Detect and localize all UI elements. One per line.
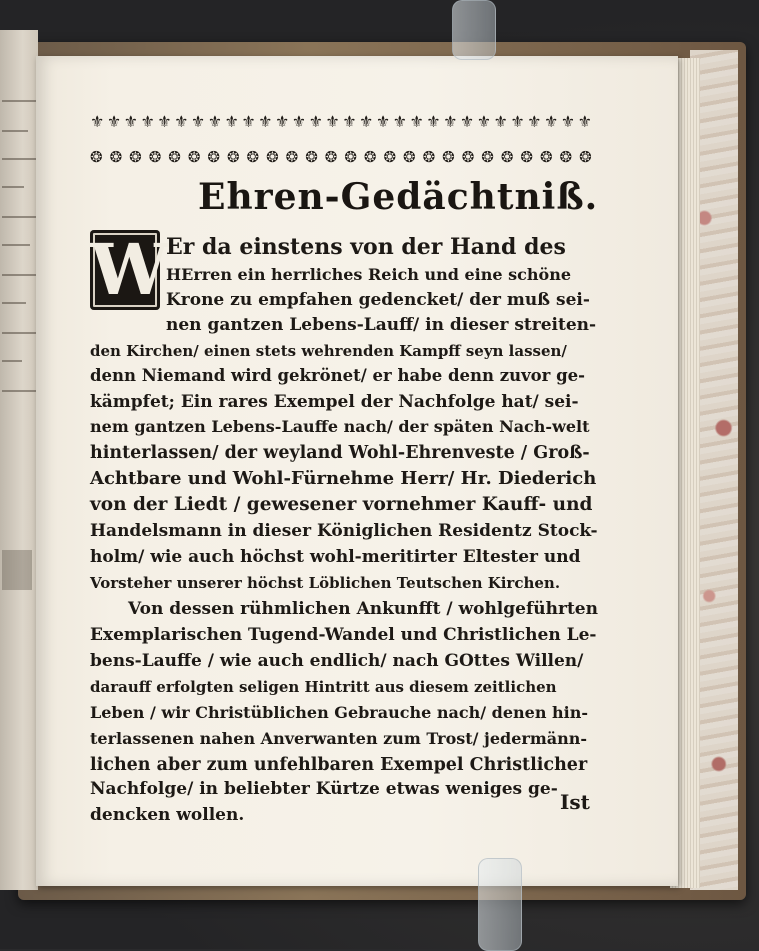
text-line: lichen aber zum unfehlbaren Exempel Christlicher	[90, 755, 588, 775]
text-line: Achtbare und Wohl-Fürnehme Herr/ Hr. Diederich	[90, 468, 597, 489]
text-line: bens-Lauffe / wie auch endlich/ nach GOttes Willen/	[90, 651, 584, 671]
text-line: Vorsteher unserer höchst Löblichen Teutschen Kirchen.	[90, 574, 561, 592]
left-page-edge	[0, 30, 38, 890]
text-line: Krone zu empfahen gedencket/ der muß sei-	[166, 290, 590, 310]
text-line: holm/ wie auch höchst wohl-meritirter Eltester und	[90, 547, 581, 567]
catchword: Ist	[560, 790, 590, 814]
text-line: Nachfolge/ in beliebter Kürtze etwas weniges ge-	[90, 779, 558, 799]
ornament-border-bottom: ❂ ❂ ❂ ❂ ❂ ❂ ❂ ❂ ❂ ❂ ❂ ❂ ❂ ❂ ❂ ❂ ❂ ❂ ❂ ❂ ❂ ❂ ❂ ❂ ❂ ❂	[90, 148, 592, 166]
text-line: Handelsmann in dieser Königlichen Residentz Stock-	[90, 521, 598, 541]
ribbon-bottom	[478, 858, 522, 951]
text-line: Er da einstens von der Hand des	[166, 234, 566, 260]
text-line: HErren ein herrliches Reich und eine schöne	[166, 265, 572, 284]
ribbon-top	[452, 0, 496, 60]
text-line: terlassenen nahen Anverwanten zum Trost/ jedermänn-	[90, 729, 588, 748]
text-line: Exemplarischen Tugend-Wandel und Christlichen Le-	[90, 625, 597, 645]
text-line: kämpfet; Ein rares Exempel der Nachfolge hat/ sei-	[90, 392, 579, 412]
drop-cap: W	[90, 228, 169, 311]
text-line: Leben / wir Christüblichen Gebrauche nach/ denen hin-	[90, 703, 589, 722]
text-line: dencken wollen.	[90, 805, 245, 825]
text-line: nem gantzen Lebens-Lauffe nach/ der späten Nach-welt	[90, 417, 590, 436]
text-line: hinterlassen/ der weyland Wohl-Ehrenveste / Groß-	[90, 443, 590, 463]
page-title: Ehren-Gedächtniß.	[198, 176, 599, 218]
text-line: denn Niemand wird gekrönet/ er habe denn zuvor ge-	[90, 366, 585, 385]
text-line: Von dessen rühmlichen Ankunfft / wohlgeführten	[128, 599, 598, 619]
text-line: von der Liedt / gewesener vornehmer Kauff- und	[90, 494, 593, 515]
text-line: darauff erfolgten seligen Hintritt aus diesem zeitlichen	[90, 678, 557, 696]
text-line: nen gantzen Lebens-Lauff/ in dieser streiten-	[166, 315, 597, 335]
ornament-border-top: ⚜ ⚜ ⚜ ⚜ ⚜ ⚜ ⚜ ⚜ ⚜ ⚜ ⚜ ⚜ ⚜ ⚜ ⚜ ⚜ ⚜ ⚜ ⚜ ⚜ ⚜ ⚜ ⚜ ⚜ ⚜ ⚜ ⚜ ⚜ ⚜ ⚜	[90, 112, 592, 131]
text-line: den Kirchen/ einen stets wehrenden Kampff seyn lassen/	[90, 342, 567, 360]
